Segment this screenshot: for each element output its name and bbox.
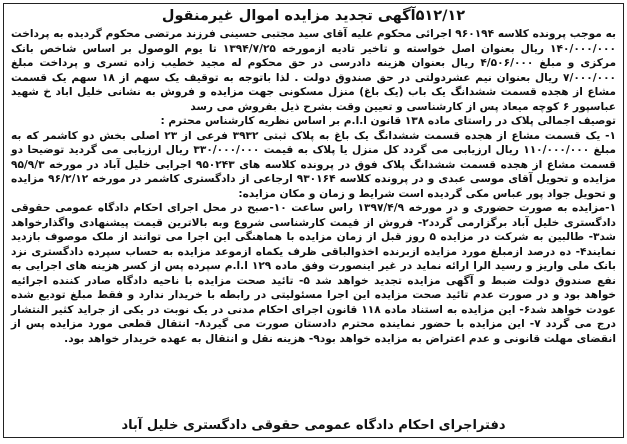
description-heading: توصیف اجمالی پلاک در راستای ماده ۱۳۸ قانون ا.ا.م بر اساس نظریه کارشناس محترم : bbox=[160, 115, 616, 127]
notice-footer: دفتراجرای احکام دادگاه عمومی حقوقی دادگستری خلیل آباد bbox=[121, 418, 506, 433]
auction-notice bbox=[3, 3, 624, 438]
auction-conditions: ۱-مزایده به صورت حضوری و در مورخه ۱۳۹۷/۴/۹ راس ساعت ۱۰-صبح در محل اجرای احکام دادگاه عمومی حقوقی دادگستری خلیل آباد برگزارمی گردد۲- فروش از قیمت کارشناسی شروع وبه بالاترین قیمت پیشنهادی واگذارخواهد شد۳- طالبین به شرکت در مزایده ۵ روز قبل از زمان مزایده با هماهنگی این اجرا می توانند از ملک موصوف بازدید نمایند۴- ده درصد ازمبلغ مورد مزایده ازبرنده اخذوالباقی ظرف یکماه ازموعد مزایده به حساب سپرده دادگستری نزد بانک ملی واریز و رسید الرا ارائه نماید در غیر اینصورت وفق ماده ۱۲۹ ا.ا.م سپرده پس از کسر هزینه های اجرایی به نفع صندوق دولت ضبط و آگهی مزایده تجدید خواهد شد ۵- تائید صحت مزایده با ناحیه دادگاه صادر کننده اجرائیه خواهد بود و در صورت عدم تائید صحت مزایده این اجرا مسئولیتی در رابطه با خریدار ندارد و فقط مبلغ تودیع شده عودت خواهد شد۶- این مزایده به استناد ماده ۱۱۸ قانون اجرای احکام مدنی در یک نوبت در یکی از جراید کثیر النتشار درج می گردد ۷- این مزایده با حضور نماینده محترم دادستان صورت می گیرد۸- انتقال قطعی مورد مزایده پس از انقضای مهلت قانونی و عدم اعتراض به مزایده خواهد بود۹- هزینه نقل و انتقال به عهده خریدار خواهد بود. bbox=[11, 202, 617, 345]
property-item-1: ۱- یک قسمت مشاع از هجده قسمت ششدانگ یک باغ به پلاک ثبتی ۳۹۳۲ فرعی از ۲۳ اصلی بخش دو کاشمر که به مبلغ ۱۱۰/۰۰۰/۰۰۰ ریال ارزیابی می گردد کل منزل یا پلاک به قیمت ۳۳۰/۰۰۰/۰۰۰ ریال ارزیابی می گردید توضیحا دو قسمت مشاع از هجده قسمت ششدانگ پلاک فوق در پرونده کلاسه های ۹۵۰۲۴۳ اجرایی خلیل آباد در مورخه ۹۵/۹/۳ مزایده و تحویل آقای موسی عبدی و در پرونده کلاسه ۹۳۰۱۶۴ ارجاعی از دادگستری کاشمر در مورخه ۹۶/۲/۱۲ مزایده و تحویل جواد پور عباس مکی گردیده است شرایط و زمان و مکان مزایده: bbox=[11, 129, 616, 200]
notice-title: ۵۱۲/۱۲آگهی تجدید مزایده اموال غیرمنقول bbox=[161, 8, 466, 24]
notice-intro: به موجب پرونده کلاسه ۹۶۰۱۹۴ اجرائی محکوم علیه آقای سید مجتبی حسینی فرزند مرتضی محکوم گردیده به پرداخت ۱۴۰/۰۰۰/۰۰۰ ریال بعنوان اصل خواسته و تاخیر تادیه ازمورخه ۱۳۹۴/۷/۲۵ تا یوم الوصول بر اساس شاخص بانک مرکزی و مبلغ ۴/۵۰۶/۰۰۰ ریال بعنوان هزینه دادرسی در حق محکوم له مجید خطیب زاده تسری و پرداخت مبلغ ۷/۰۰۰/۰۰۰ ریال بعنوان نیم عشردولتی در حق صندوق دولت . لذا باتوجه به توقیف یک سهم از ۱۸ سهم یک قسمت مشاع از هجده قسمت ششدانگ یک باب (یک باغ) منزل مسکونی جهت مزایده و فروش به نشانی خلیل اباد خ شهید عباسپور ۶ کوچه میعاد پس از کارشناسی و تعیین وقت بشرح ذیل بفروش می رسد bbox=[11, 28, 616, 113]
